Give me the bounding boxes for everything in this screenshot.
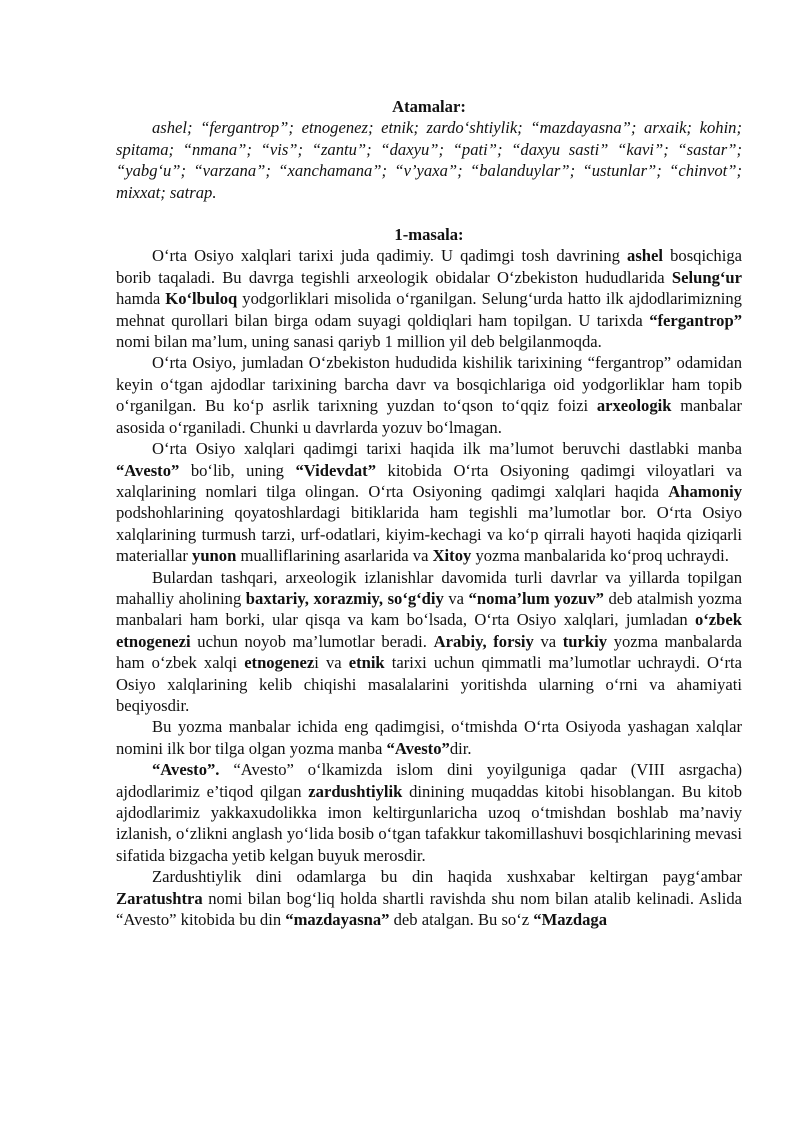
bold-term: Ahamoniy xyxy=(668,481,742,501)
bold-term: “noma’lum yozuv” xyxy=(468,588,604,608)
bold-term: Xitoy xyxy=(432,546,472,566)
paragraph: Bulardan tashqari, arxeologik izlanishlar davomida turli davrlar va yillarda topilgan mahalliy aholining baxtariy, xorazmiy, so‘g‘diy va “noma’lum yozuv” deb atalmish yozma manbalari ham borki, ular qisqa va kam bo‘lsada, O‘rta Osiyo xalqlari, jumladan o‘zbek etnogenezi uchun noyob ma’lumotlar beradi. Arabiy, forsiy va turkiy yozma manbalarda ham o‘zbek xalqi etnogenezi va etnik tarixi uchun qimmatli ma’lumotlar uchraydi. O‘rta Osiyo xalqlarining kelib chiqishi masalalarini yoritishda ularning o‘rni va ahamiyati beqiyosdir. xyxy=(116,567,742,715)
glossary-terms: ashel; “fergantrop”; etnogenez; etnik; zardo‘shtiylik; “mazdayasna”; arxaik; kohin; spitama; “nmana”; “vis”; “zantu”; “daxyu”; “pati”; “daxyu sasti” “kavi”; “sastar”; “yabg‘u”; “varzana”; “xanchamana”; “v’yaxa”; “balanduylar”; “ustunlar”; “chinvot”; mixxat; satrap. xyxy=(116,118,742,202)
bold-term: etnogenez xyxy=(244,653,315,673)
bold-term: o‘zbek etnogenezi xyxy=(116,610,742,651)
bold-term: “fergantrop” xyxy=(649,310,742,330)
bold-term: ashel xyxy=(627,246,663,266)
bold-term: Zaratushtra xyxy=(116,888,203,908)
bold-term: “Avesto”. xyxy=(152,760,220,780)
paragraph: Zardushtiylik dini odamlarga bu din haqida xushxabar keltirgan payg‘ambar Zaratushtra nomi bilan bog‘liq holda shartli ravishda shu nom bilan atalib kelinadi. Aslida “Avesto” kitobida bu din “mazdayasna” deb atalgan. Bu so‘z “Mazdaga xyxy=(116,867,742,930)
paragraph: Bu yozma manbalar ichida eng qadimgisi, o‘tmishda O‘rta Osiyoda yashagan xalqlar nomini ilk bor tilga olgan yozma manba “Avesto”dir. xyxy=(116,717,742,758)
paragraph: “Avesto”. “Avesto” o‘lkamizda islom dini yoyilguniga qadar (VIII asrgacha) ajdodlarimiz e’tiqod qilgan zardushtiylik dinining muqaddas kitobi hisoblangan. Bu kitob ajdodlarimiz yakkaxudolikka imon keltirgunlaricha uzoq o‘tmishdan boshlab ma’naviy izlanish, o‘zlikni anglash yo‘lida bosib o‘tgan tafakkur takomillashuvi bosqichlarining mevasi sifatida bizgacha yetib kelgan buyuk merosdir. xyxy=(116,760,742,865)
document-content xyxy=(116,96,742,930)
bold-term: turkiy xyxy=(562,631,608,651)
bold-term: yunon xyxy=(192,546,237,566)
glossary-heading: Atamalar: xyxy=(392,97,466,116)
bold-term: “Avesto” xyxy=(386,738,450,758)
bold-term: “mazdayasna” xyxy=(285,910,390,930)
bold-term: “Mazdaga xyxy=(533,910,608,930)
bold-term: Ko‘lbuloq xyxy=(165,289,238,309)
paragraph: O‘rta Osiyo, jumladan O‘zbekiston hududida kishilik tarixining “fergantrop” odamidan keyin o‘tgan ajdodlar tarixining barcha davr va bosqichlariga oid yodgorliklar ham topib o‘rganilgan. Bu ko‘p asrlik tarixning yuzdan to‘qson to‘qqiz foizi arxeologik manbalar asosida o‘rganiladi. Chunki u davrlarda yozuv bo‘lmagan. xyxy=(116,353,742,437)
bold-term: “Videvdat” xyxy=(295,460,376,480)
bold-term: “Avesto” xyxy=(116,460,180,480)
bold-term: Selung‘ur xyxy=(671,267,742,287)
paragraph: O‘rta Osiyo xalqlari qadimgi tarixi haqida ilk ma’lumot beruvchi dastlabki manba “Avesto” bo‘lib, uning “Videvdat” kitobida O‘rta Osiyoning qadimgi viloyatlari va xalqlarining nomlari tilga olingan. O‘rta Osiyoning qadimgi xalqlari haqida Ahamoniy podshohlarining qoyatoshlardagi bitiklarida ham tegishli ma’lumotlar bor. O‘rta Osiyo xalqlarining turmush tarzi, urf-odatlari, kiyim-kechagi va ko‘p qirrali hayoti haqida qiziqarli materiallar yunon mualliflarining asarlarida va Xitoy yozma manbalarida ko‘proq uchraydi. xyxy=(116,439,742,566)
bold-term: etnik xyxy=(348,653,385,673)
bold-term: arxeologik xyxy=(596,396,672,416)
paragraph: O‘rta Osiyo xalqlari tarixi juda qadimiy. U qadimgi tosh davrining ashel bosqichiga borib taqaladi. Bu davrga tegishli arxeologik obidalar O‘zbekiston hududlarida Selung‘ur hamda Ko‘lbuloq yodgorliklari misolida o‘rganilgan. Selung‘urda hatto ilk ajdodlarimizning mehnat qurollari bilan birga odam suyagi qoldiqlari ham topilgan. U tarixda “fergantrop” nomi bilan ma’lum, uning sanasi qariyb 1 million yil deb belgilanmoqda. xyxy=(116,246,742,352)
bold-term: Arabiy, forsiy xyxy=(433,631,534,651)
section-body xyxy=(116,245,742,930)
bold-term: baxtariy, xorazmiy, so‘g‘diy xyxy=(245,588,444,608)
section-heading: 1-masala: xyxy=(394,225,464,245)
bold-term: zardushtiylik xyxy=(308,781,403,801)
